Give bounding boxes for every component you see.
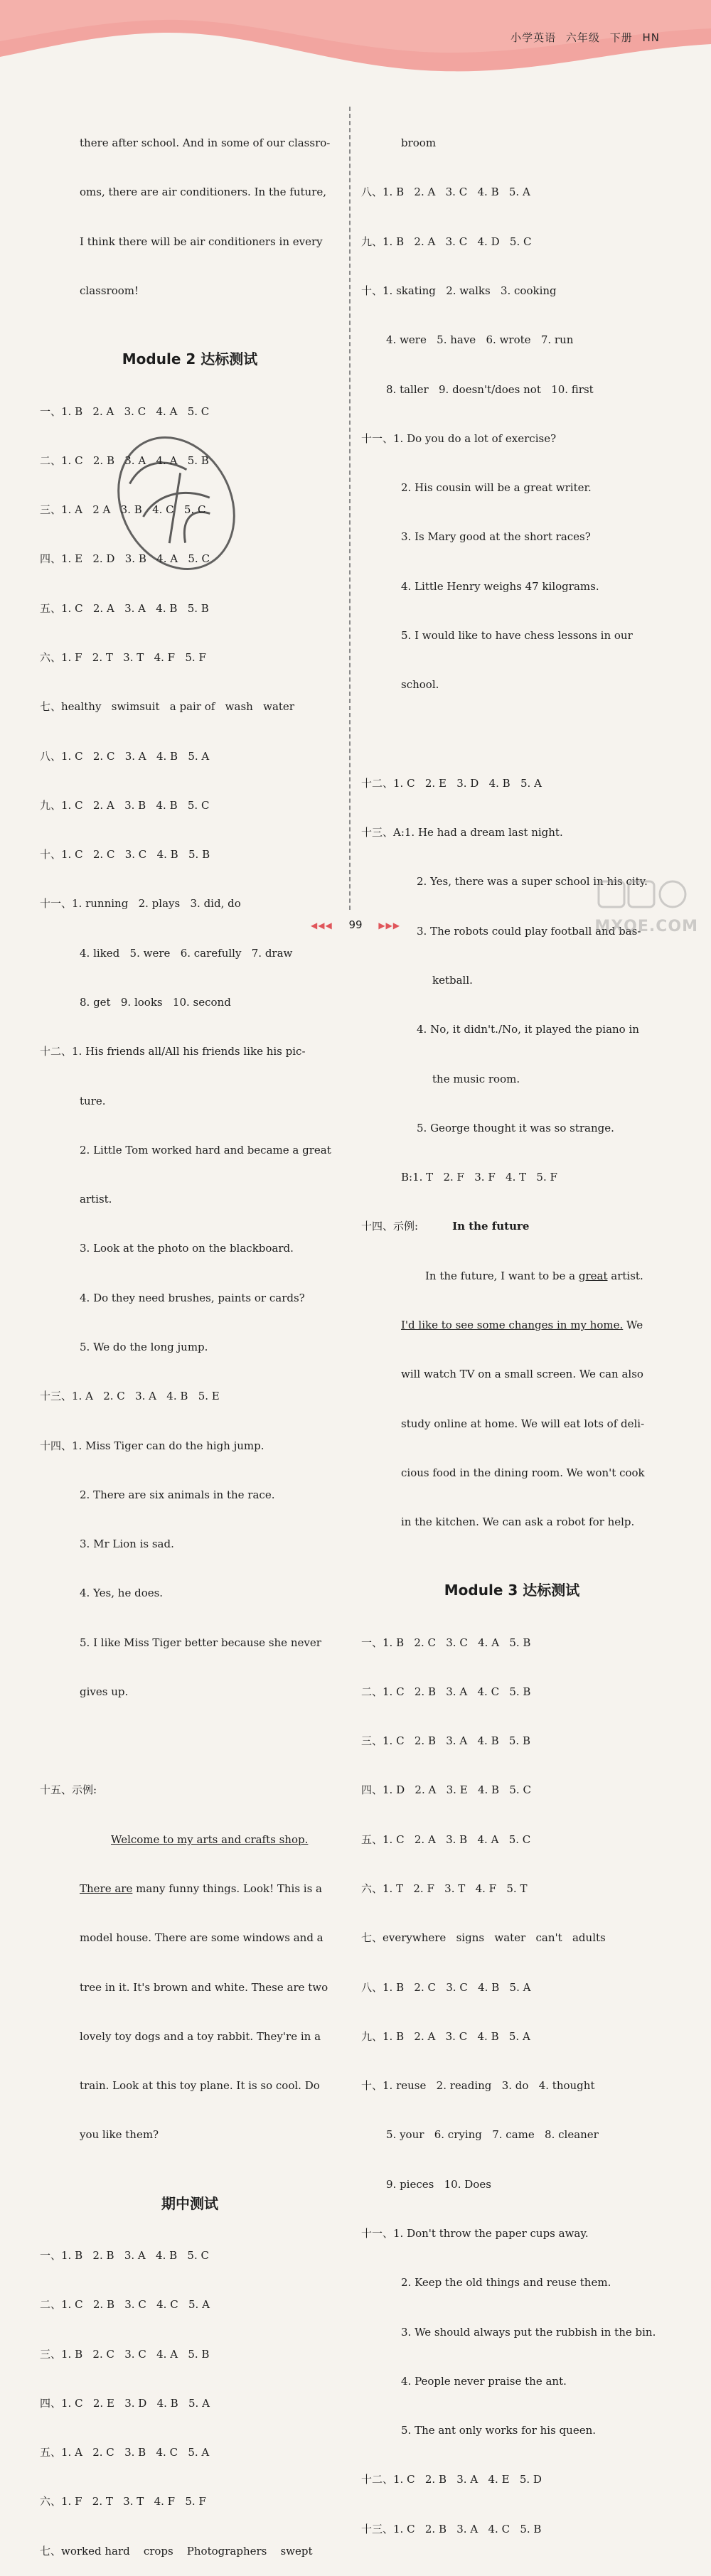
page-number: 99 bbox=[348, 918, 363, 931]
book-header bbox=[510, 30, 660, 45]
answer-line: 九、1. B 2. A 3. C 4. B 5. A bbox=[361, 2029, 530, 2043]
essay-label: 十四、示例: bbox=[361, 1220, 419, 1233]
answer-line: 八、1. B 2. A 3. C 4. B 5. A bbox=[361, 186, 530, 199]
header-edition: HN bbox=[642, 31, 660, 44]
answer-line: 8. taller 9. doesn't/does not 10. first bbox=[386, 382, 594, 396]
answer-line: 2. There are six animals in the race. bbox=[80, 1488, 275, 1501]
answer-line: 5. George thought it was so strange. bbox=[417, 1121, 614, 1134]
essay-text: In the future, I want to be a bbox=[425, 1269, 579, 1282]
answer-line: 四、1. E 2. D 3. B 4. A 5. C bbox=[40, 552, 210, 566]
answer-line: 5. The ant only works for his queen. bbox=[401, 2424, 597, 2437]
watermark-text: MXQE.COM bbox=[594, 918, 698, 935]
essay-line: in the kitchen. We can ask a robot for help. bbox=[401, 1515, 635, 1529]
answer-line: 三、1. B 2. C 3. C 4. A 5. B bbox=[40, 2347, 210, 2361]
answer-line: 四、1. C 2. E 3. D 4. B 5. A bbox=[40, 2396, 210, 2410]
answer-line: 二、1. C 2. B 3. A 4. C 5. B bbox=[361, 1685, 531, 1698]
essay-line bbox=[40, 1832, 340, 1848]
midterm-heading: 期中测试 bbox=[161, 2194, 218, 2212]
answer-line: 2. Keep the old things and reuse them. bbox=[401, 2276, 611, 2290]
answer-line bbox=[40, 1733, 340, 1749]
answer-line: 十、1. reuse 2. reading 3. do 4. thought bbox=[361, 2079, 595, 2093]
answer-line: 十三、1. C 2. B 3. A 4. C 5. B bbox=[361, 2522, 542, 2535]
answer-line: ture. bbox=[80, 1094, 106, 1107]
column-divider bbox=[349, 107, 351, 910]
answer-line: 一、1. B 2. A 3. C 4. A 5. C bbox=[40, 404, 210, 418]
answer-line: 五、1. A 2. C 3. B 4. C 5. A bbox=[40, 2446, 210, 2459]
answer-line: 一、1. B 2. C 3. C 4. A 5. B bbox=[361, 1636, 531, 1649]
answer-line: 五、1. C 2. A 3. B 4. A 5. C bbox=[361, 1832, 531, 1846]
answer-line: 4. Yes, he does. bbox=[80, 1587, 164, 1600]
essay-line: will watch TV on a small screen. We can also bbox=[401, 1368, 643, 1381]
text-line: classroom! bbox=[80, 284, 139, 298]
answer-line: 九、1. C 2. A 3. B 4. B 5. C bbox=[40, 798, 210, 812]
answer-line: 七、everywhere signs water can't adults bbox=[361, 1931, 606, 1945]
essay-underlined: I'd like to see some changes in my home. bbox=[401, 1318, 624, 1331]
essay-rest: many funny things. Look! This is a bbox=[132, 1882, 322, 1896]
answer-line: 4. No, it didn't./No, it played the piano in bbox=[417, 1023, 639, 1036]
answer-line: 2. His cousin will be a great writer. bbox=[401, 481, 592, 495]
essay-line bbox=[361, 1268, 663, 1284]
answer-line: 十一、1. running 2. plays 3. did, do bbox=[40, 897, 241, 911]
answer-line: 5. I like Miss Tiger better because she never bbox=[80, 1636, 321, 1649]
answer-line: 三、1. C 2. B 3. A 4. B 5. B bbox=[361, 1734, 530, 1748]
answer-line: the music room. bbox=[432, 1072, 520, 1085]
essay-line: cious food in the dining room. We won't cook bbox=[401, 1466, 645, 1479]
essay-underlined: great bbox=[578, 1269, 608, 1282]
answer-line: 9. pieces 10. Does bbox=[386, 2177, 491, 2191]
essay-title-line bbox=[361, 1218, 663, 1235]
answer-line: 八、1. B 2. C 3. C 4. B 5. A bbox=[361, 1980, 531, 1994]
answer-line: 六、1. T 2. F 3. T 4. F 5. T bbox=[361, 1882, 528, 1896]
text-line: I think there will be air conditioners in every bbox=[80, 235, 323, 248]
essay-line: train. Look at this toy plane. It is so cool. Do bbox=[80, 2079, 320, 2093]
text-line: there after school. And in some of our classro- bbox=[80, 136, 331, 150]
answer-line: 十二、1. C 2. B 3. A 4. E 5. D bbox=[361, 2473, 542, 2486]
answer-line: 4. Do they need brushes, paints or cards? bbox=[80, 1291, 305, 1304]
answer-line: 七、worked hard crops Photographers swept bbox=[40, 2544, 313, 2558]
answer-line: 十、1. C 2. C 3. C 4. B 5. B bbox=[40, 848, 210, 862]
answer-line: 七、healthy swimsuit a pair of wash water bbox=[40, 700, 294, 714]
header-grade: 六年级 bbox=[565, 31, 600, 44]
answer-line: ketball. bbox=[432, 973, 473, 987]
essay-line bbox=[40, 1881, 340, 1897]
answer-line bbox=[361, 726, 663, 743]
text-line: broom bbox=[401, 136, 437, 150]
header-term: 下册 bbox=[609, 31, 633, 44]
essay-underlined-start: There are bbox=[80, 1882, 133, 1896]
text-line: oms, there are air conditioners. In the future, bbox=[80, 186, 326, 199]
answer-line: 十二、1. His friends all/All his friends like his pic- bbox=[40, 1045, 306, 1058]
header-subject: 小学英语 bbox=[510, 31, 557, 44]
essay-line: model house. There are some windows and a bbox=[80, 1931, 324, 1945]
watermark-logo-icon bbox=[584, 879, 698, 914]
answer-line: 8. get 9. looks 10. second bbox=[80, 995, 231, 1009]
answer-line: 一、1. B 2. B 3. A 4. B 5. C bbox=[40, 2249, 209, 2262]
essay-line bbox=[361, 1317, 663, 1333]
answer-line: 5. your 6. crying 7. came 8. cleaner bbox=[386, 2128, 599, 2142]
answer-line: 3. Look at the photo on the blackboard. bbox=[80, 1242, 294, 1255]
answer-line: 2. Little Tom worked hard and became a great bbox=[80, 1143, 331, 1156]
answer-line: 3. Is Mary good at the short races? bbox=[401, 530, 591, 544]
answer-line: 二、1. C 2. B 3. C 4. C 5. A bbox=[40, 2298, 210, 2312]
answer-line: 4. People never praise the ant. bbox=[401, 2374, 567, 2388]
answer-line: 九、1. B 2. A 3. C 4. D 5. C bbox=[361, 235, 532, 248]
answer-line: 六、1. F 2. T 3. T 4. F 5. F bbox=[40, 2495, 206, 2508]
answer-line: 十五、示例: bbox=[40, 1783, 97, 1797]
answer-line: school. bbox=[401, 678, 439, 692]
essay-title: In the future bbox=[452, 1220, 530, 1233]
prev-arrows-icon: ◀◀◀ bbox=[310, 921, 333, 930]
right-column bbox=[361, 102, 663, 2554]
answer-line: gives up. bbox=[80, 1685, 129, 1698]
answer-line: 六、1. F 2. T 3. T 4. F 5. F bbox=[40, 651, 206, 664]
answer-line: 3. We should always put the rubbish in the bin. bbox=[401, 2325, 656, 2339]
module3-heading: Module 3 达标测试 bbox=[444, 1582, 580, 1599]
answer-line: 十、1. skating 2. walks 3. cooking bbox=[361, 284, 557, 298]
essay-first-line: Welcome to my arts and crafts shop. bbox=[111, 1832, 309, 1846]
next-arrows-icon: ▶▶▶ bbox=[378, 921, 401, 930]
answer-line: 十三、1. A 2. C 3. A 4. B 5. E bbox=[40, 1390, 220, 1403]
site-watermark bbox=[584, 879, 698, 935]
answer-line: 5. We do the long jump. bbox=[80, 1340, 208, 1353]
answer-line: 十四、1. Miss Tiger can do the high jump. bbox=[40, 1439, 264, 1452]
answer-line: 十一、1. Don't throw the paper cups away. bbox=[361, 2227, 589, 2240]
answer-line: 二、1. C 2. B 3. A 4. A 5. B bbox=[40, 454, 209, 467]
essay-line: tree in it. It's brown and white. These are two bbox=[80, 1980, 328, 1994]
answer-line: 十三、A:1. He had a dream last night. bbox=[361, 826, 563, 839]
answer-line: 十一、1. Do you do a lot of exercise? bbox=[361, 431, 557, 445]
answer-line: 三、1. A 2 A 3. B 4. C 5. C bbox=[40, 503, 206, 517]
answer-line: 4. Little Henry weighs 47 kilograms. bbox=[401, 579, 599, 593]
answer-line: 2. Yes, there was a super school in his city. bbox=[417, 875, 648, 889]
essay-line: you like them? bbox=[80, 2128, 159, 2142]
answer-line: 3. Mr Lion is sad. bbox=[80, 1537, 174, 1551]
answer-line: 五、1. C 2. A 3. A 4. B 5. B bbox=[40, 601, 209, 615]
answer-line: 4. liked 5. were 6. carefully 7. draw bbox=[80, 946, 293, 960]
answer-line: artist. bbox=[80, 1193, 112, 1206]
answer-line: 八、1. C 2. C 3. A 4. B 5. A bbox=[40, 749, 210, 763]
answer-line: 四、1. D 2. A 3. E 4. B 5. C bbox=[361, 1783, 531, 1797]
essay-text: artist. bbox=[607, 1269, 643, 1282]
answer-line: B:1. T 2. F 3. F 4. T 5. F bbox=[401, 1171, 557, 1184]
essay-text: We bbox=[623, 1318, 643, 1331]
answer-line: 十二、1. C 2. E 3. D 4. B 5. A bbox=[361, 776, 542, 790]
answer-line: 5. I would like to have chess lessons in our bbox=[401, 629, 633, 642]
answer-line: 3. The robots could play football and bas- bbox=[417, 924, 641, 938]
essay-line: study online at home. We will eat lots of deli- bbox=[401, 1417, 645, 1430]
essay-line: lovely toy dogs and a toy rabbit. They're in a bbox=[80, 2029, 321, 2043]
answer-line: 4. were 5. have 6. wrote 7. run bbox=[386, 333, 574, 347]
module2-heading: Module 2 达标测试 bbox=[122, 350, 258, 368]
